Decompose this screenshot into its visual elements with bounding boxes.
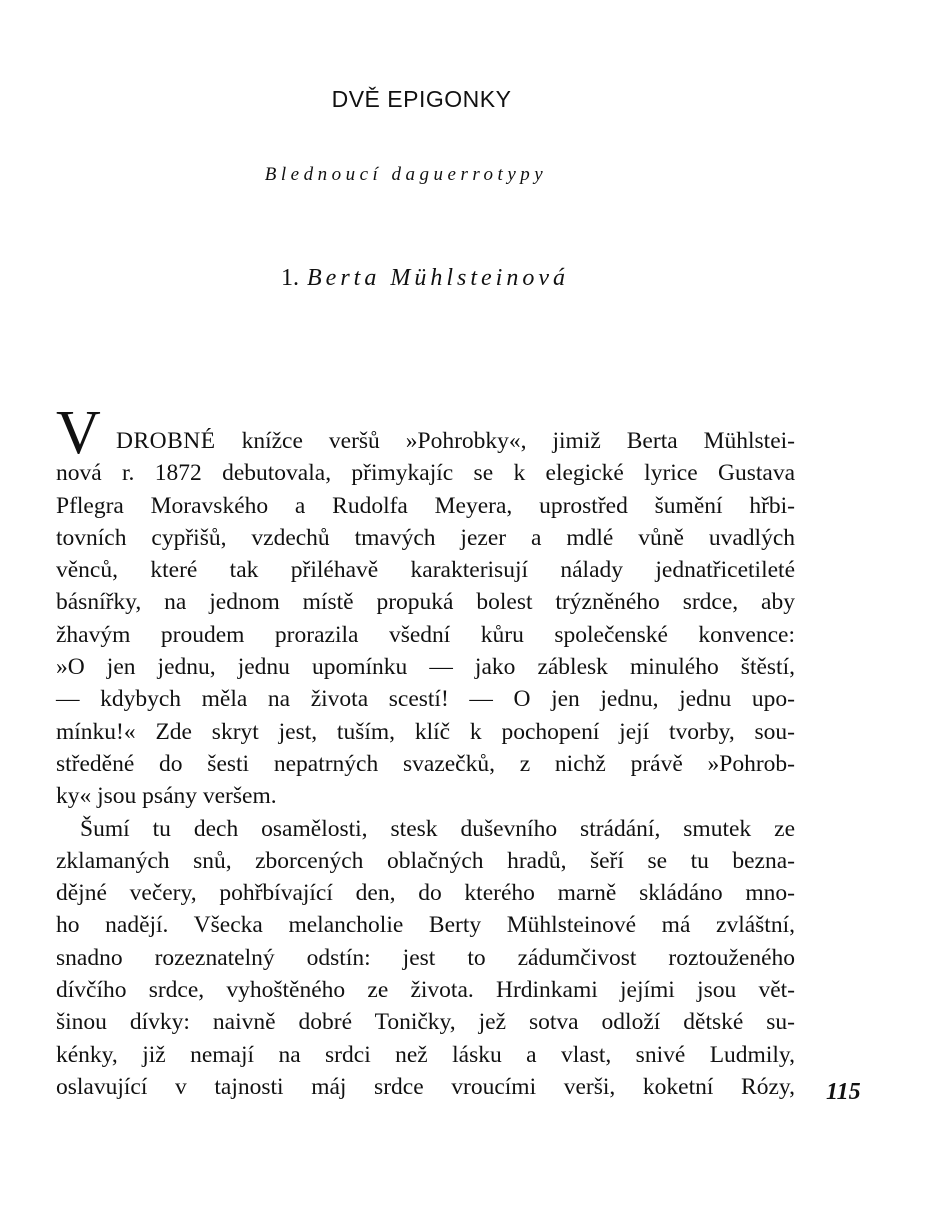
text-line: dějné večery, pohřbívající den, do kterého marně skládáno mno- [56,880,795,907]
text-line: tovních cypřišů, vzdechů tmavých jezer a mdlé vůně uvadlých [56,524,795,551]
text-line: oslavující v tajnosti máj srdce vroucími verši, koketní Rózy, [56,1073,795,1100]
text-line: Šumí tu dech osamělosti, stesk duševního strádání, smutek ze [80,815,795,842]
text-line: mínku!« Zde skryt jest, tuším, klíč k pochopení její tvorby, sou- [56,718,795,745]
text-line: šinou dívky: naivně dobré Toničky, jež sotva odloží dětské su- [56,1009,795,1036]
first-word: DROBNÉ [116,428,216,454]
section-name: Berta Mühlsteinová [307,265,569,291]
text-line: — kdybych měla na života scestí! — O jen jednu, jednu upo- [56,686,795,713]
text-line [56,425,795,457]
text-line: Pflegra Moravského a Rudolfa Meyera, uprostřed šumění hřbi- [56,492,795,519]
text-line: »O jen jednu, jednu upomínku — jako záblesk minulého štěstí, [56,654,795,681]
text-line: snadno rozeznatelný odstín: jest to zádumčivost roztouženého [56,944,795,971]
text-line: ky« jsou psány veršem. [56,783,277,810]
text-line-rest: knížce veršů »Pohrobky«, jimiž Berta Mühlstei- [215,428,795,454]
chapter-title: DVĚ EPIGONKY [331,86,512,112]
page-number: 115 [826,1079,861,1105]
body-text [56,425,795,1103]
text-line: věnců, které tak přiléhavě karakterisují nálady jednatřicetileté [56,557,795,584]
drop-cap: V [56,399,101,467]
text-line: žhavým proudem prorazila všední kůru společenské konvence: [56,621,795,648]
text-line: kénky, již nemají na srdci než lásku a vlast, snivé Ludmily, [56,1041,795,1068]
text-line: básnířky, na jednom místě propuká bolest trýzněného srdce, aby [56,589,795,616]
text-line: středěné do šesti nepatrných svazečků, z nichž právě »Pohrob- [56,750,795,777]
text-line: dívčího srdce, vyhoštěného ze života. Hrdinkami jejími jsou vět- [56,977,795,1004]
section-number: 1. [281,265,300,291]
text-line: nová r. 1872 debutovala, přimykajíc se k elegické lyrice Gustava [56,460,795,487]
chapter-subtitle: Blednoucí daguerrotypy [264,164,548,185]
text-line: zklamaných snů, zborcených oblačných hradů, šeří se tu bezna- [56,847,795,874]
section-heading [0,265,850,292]
text-line: ho nadějí. Všecka melancholie Berty Mühlsteinové má zvláštní, [56,912,795,939]
